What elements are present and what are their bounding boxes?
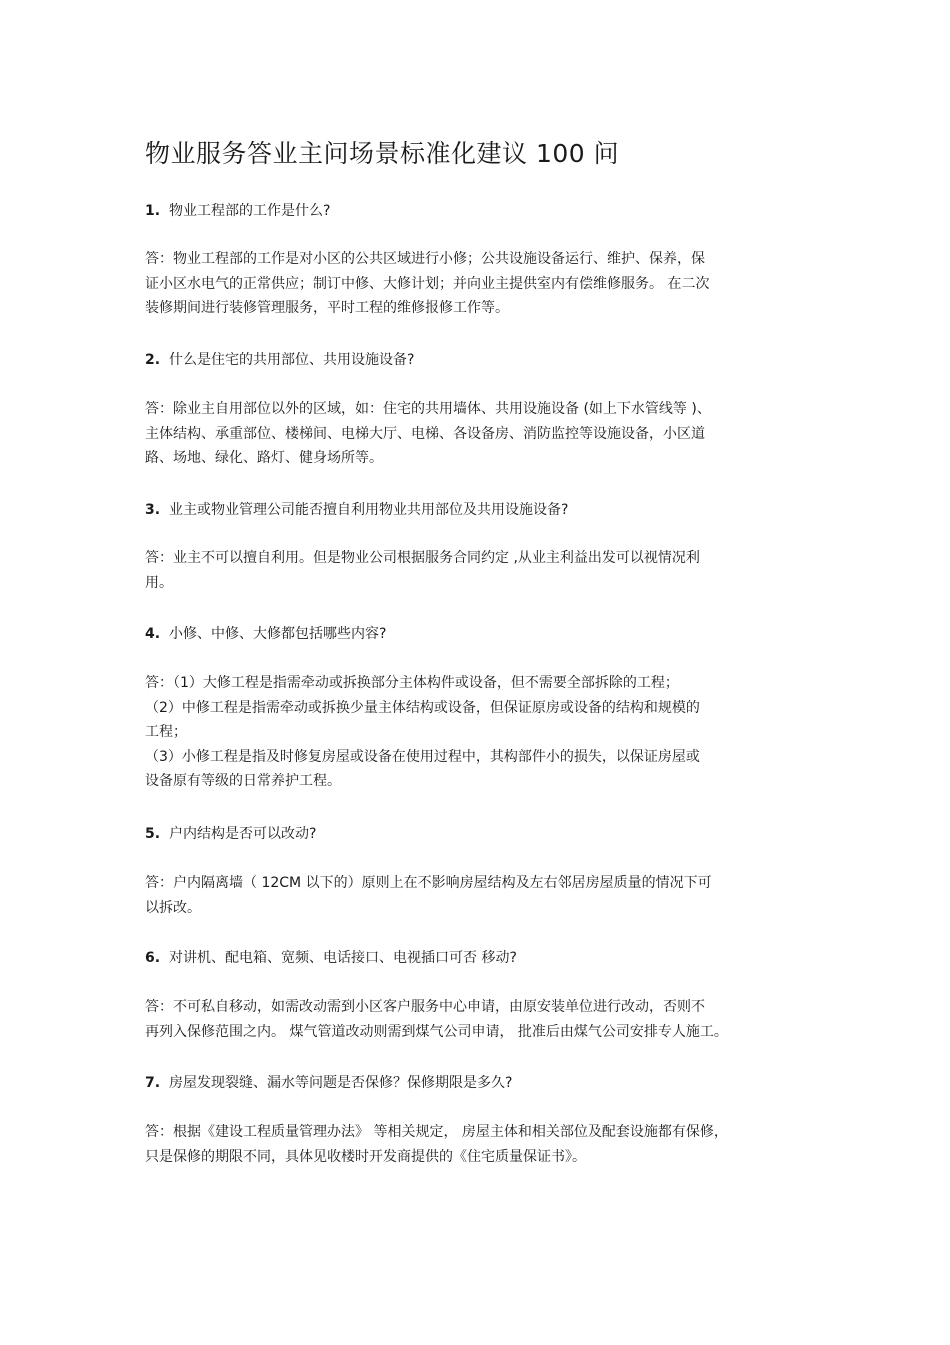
- answer-line: （3）小修工程是指及时修复房屋或设备在使用过程中，其构部件小的损失，以保证房屋或: [145, 748, 700, 765]
- question-number: 2.: [145, 352, 161, 368]
- question-4: [145, 622, 386, 646]
- question-text: 业主或物业管理公司能否擅自利用物业共用部位及共用设施设备?: [169, 502, 569, 518]
- answer-line: 路、场地、绿化、路灯、健身场所等。: [145, 450, 383, 466]
- question-3: [145, 498, 568, 522]
- answer-line: 设备原有等级的日常养护工程。: [145, 773, 341, 789]
- answer-line: （2）中修工程是指需牵动或拆换少量主体结构或设备，但保证原房或设备的结构和规模的: [145, 699, 700, 716]
- document-title: 物业服务答业主问场景标准化建议 100 问: [145, 139, 620, 168]
- answer-7: [145, 1120, 728, 1169]
- answer-line: 只是保修的期限不同，具体见收楼时开发商提供的《住宅质量保证书》。: [145, 1148, 586, 1165]
- answer-line: 主体结构、承重部位、楼梯间、电梯大厅、电梯、各设备房、消防监控等设施设备，小区道: [145, 425, 705, 442]
- question-2: [145, 348, 414, 372]
- answer-line: 答：除业主自用部位以外的区域，如：住宅的共用墙体、共用设施设备 (如上下水管线等 )、: [145, 401, 711, 417]
- answer-line: 用。: [145, 574, 173, 591]
- question-text: 对讲机、配电箱、宽频、电话接口、电视插口可否 移动?: [169, 950, 517, 966]
- question-number: 4.: [145, 626, 161, 642]
- answer-5: [145, 871, 712, 920]
- answer-2: [145, 397, 711, 471]
- question-text: 小修、中修、大修都包括哪些内容?: [169, 626, 387, 642]
- answer-line: 证小区水电气的正常供应；制订中修、大修计划；并向业主提供室内有偿维修服务。 在二次: [145, 275, 710, 292]
- question-text: 户内结构是否可以改动?: [169, 826, 317, 842]
- question-text: 房屋发现裂缝、漏水等问题是否保修？保修期限是多久?: [169, 1075, 513, 1091]
- answer-4: [145, 671, 700, 794]
- question-number: 3.: [145, 502, 161, 518]
- question-1: [145, 199, 330, 223]
- question-text: 物业工程部的工作是什么?: [169, 203, 331, 219]
- answer-line: 以拆改。: [145, 899, 201, 916]
- answer-line: 答：业主不可以擅自利用。但是物业公司根据服务合同约定 ,从业主利益出发可以视情况利: [145, 550, 700, 566]
- answer-line: 工程；: [145, 724, 187, 740]
- question-number: 7.: [145, 1075, 161, 1091]
- question-5: [145, 822, 316, 846]
- answer-6: [145, 995, 728, 1044]
- answer-line: 装修期间进行装修管理服务，平时工程的维修报修工作等。: [145, 300, 509, 316]
- answer-3: [145, 546, 700, 595]
- answer-line: 答：（1）大修工程是指需牵动或拆换部分主体构件或设备，但不需要全部拆除的工程；: [145, 675, 679, 691]
- answer-line: 再列入保修范围之内。 煤气管道改动则需到煤气公司申请， 批准后由煤气公司安排专人施工。: [145, 1023, 728, 1040]
- question-text: 什么是住宅的共用部位、共用设施设备?: [169, 352, 415, 368]
- answer-line: 答：不可私自移动，如需改动需到小区客户服务中心申请，由原安装单位进行改动，否则不: [145, 999, 705, 1015]
- question-number: 6.: [145, 950, 161, 966]
- answer-line: 答：户内隔离墙（ 12CM 以下的）原则上在不影响房屋结构及左右邻居房屋质量的情况下可: [145, 875, 712, 891]
- answer-line: 答：根据《建设工程质量管理办法》 等相关规定， 房屋主体和相关部位及配套设施都有保修，: [145, 1124, 728, 1140]
- question-number: 5.: [145, 826, 161, 842]
- question-6: [145, 946, 517, 970]
- answer-line: 答：物业工程部的工作是对小区的公共区域进行小修；公共设施设备运行、维护、保养，保: [145, 251, 705, 267]
- question-7: [145, 1071, 512, 1095]
- answer-1: [145, 247, 709, 321]
- question-number: 1.: [145, 203, 161, 219]
